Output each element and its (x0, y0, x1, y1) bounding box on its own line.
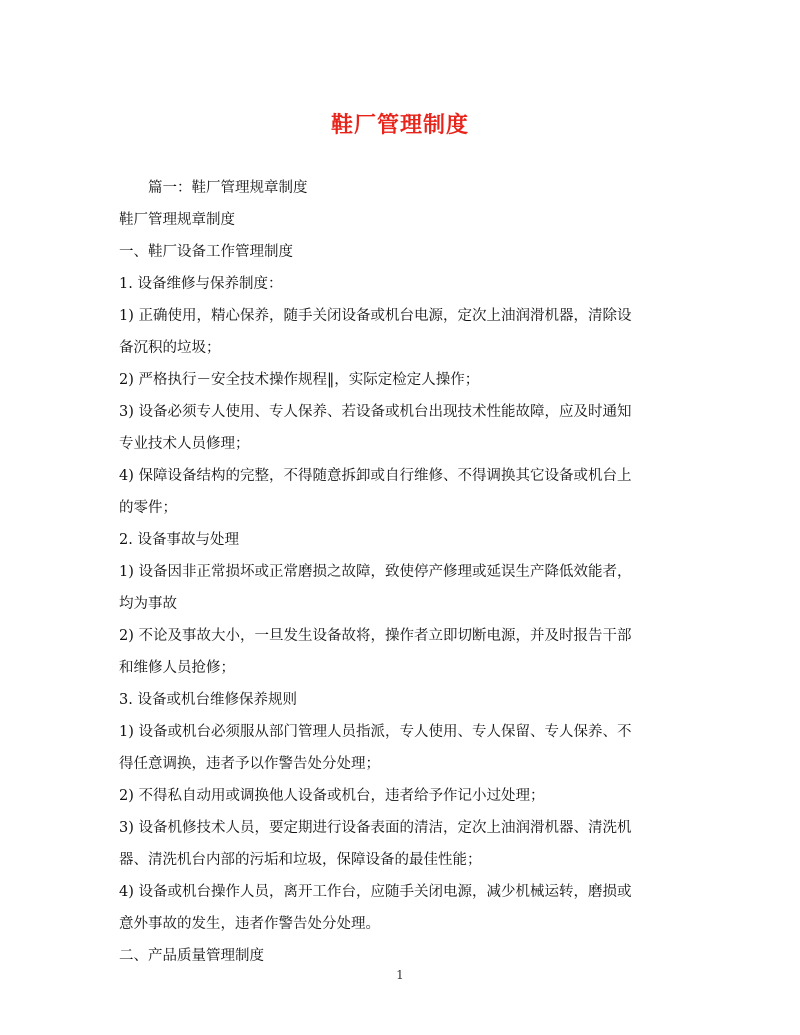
subsection-heading-accidents: 2. 设备事故与处理 (119, 532, 239, 548)
section-heading-equipment: 一、鞋厂设备工作管理制度 (119, 244, 293, 260)
paragraph-line: 1) 设备或机台必须服从部门管理人员指派，专人使用、专人保留、专人保养、不 (119, 724, 632, 740)
document-body (119, 172, 685, 972)
page-number: 1 (396, 968, 404, 982)
paragraph-line: 的零件； (119, 500, 177, 516)
paragraph-line: 2) 不论及事故大小，一旦发生设备故将，操作者立即切断电源，并及时报告干部 (119, 628, 632, 644)
section-heading-quality: 二、产品质量管理制度 (119, 948, 264, 964)
paragraph-line: 得任意调换，违者予以作警告处分处理； (119, 756, 380, 772)
paragraph-line: 1) 正确使用，精心保养，随手关闭设备或机台电源，定次上油润滑机器，清除设 (119, 308, 632, 324)
paragraph-line: 2) 不得私自动用或调换他人设备或机台，违者给予作记小过处理； (119, 788, 545, 804)
paragraph-line: 4) 设备或机台操作人员，离开工作台，应随手关闭电源，减少机械运转，磨损或 (119, 884, 632, 900)
paragraph-line: 均为事故 (119, 596, 177, 612)
paragraph-line: 和维修人员抢修； (119, 660, 235, 676)
subtitle-regulations: 鞋厂管理规章制度 (119, 212, 235, 228)
paragraph-line: 意外事故的发生，违者作警告处分处理。 (119, 916, 380, 932)
paragraph-line: 专业技术人员修理； (119, 436, 250, 452)
paragraph-line: 4) 保障设备结构的完整，不得随意拆卸或自行维修、不得调换其它设备或机台上 (119, 468, 632, 484)
document-title: 鞋厂管理制度 (330, 112, 469, 138)
section-heading-part-one: 篇一：鞋厂管理规章制度 (148, 180, 308, 196)
paragraph-line: 3) 设备必须专人使用、专人保养、若设备或机台出现技术性能故障，应及时通知 (119, 404, 632, 420)
subsection-heading-rules: 3. 设备或机台维修保养规则 (119, 692, 297, 708)
paragraph-line: 1) 设备因非正常损坏或正常磨损之故障，致使停产修理或延误生产降低效能者， (119, 564, 632, 580)
paragraph-line: 器、清洗机台内部的污垢和垃圾，保障设备的最佳性能； (119, 852, 482, 868)
paragraph-line: 2) 严格执行－安全技术操作规程‖，实际定检定人操作； (119, 372, 480, 388)
paragraph-line: 3) 设备机修技术人员，要定期进行设备表面的清洁，定次上油润滑机器、清洗机 (119, 820, 632, 836)
subsection-heading-maintenance: 1. 设备维修与保养制度： (119, 276, 283, 292)
paragraph-line: 备沉积的垃圾； (119, 340, 221, 356)
